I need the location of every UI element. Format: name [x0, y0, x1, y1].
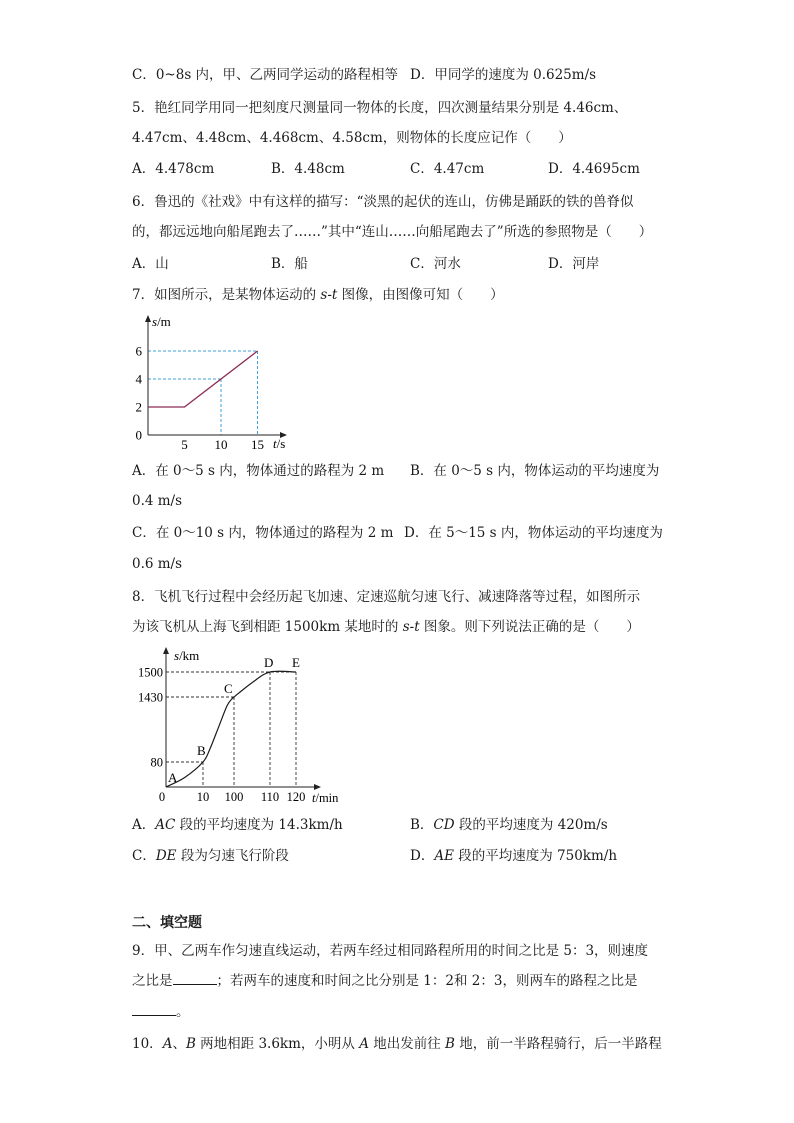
q6-stem-line1: 6．鲁迅的《社戏》中有这样的描写：“淡黑的起伏的连山，仿佛是踊跃的铁的兽脊似 — [132, 194, 634, 210]
q9-answer-blank-2[interactable] — [132, 1003, 176, 1016]
q6-option-c: C．河水 — [410, 256, 461, 272]
q8-x-tick-label: 0 — [158, 790, 166, 804]
q8-x-axis-label: t/min — [312, 791, 339, 805]
q7-st-chart — [128, 312, 308, 452]
q7-option-d-line1: D．在 5～15 s 内，物体运动的平均速度为 — [404, 525, 663, 541]
q7-y-tick-label: 6 — [135, 343, 142, 359]
q8-y-tick-label: 1500 — [138, 665, 163, 680]
q9-stem-line3: 。 — [132, 1003, 190, 1021]
q8-y-tick-label: 80 — [150, 755, 163, 770]
q8-point-label-B: B — [197, 743, 206, 758]
q5-option-d: D．4.4695cm — [548, 161, 640, 177]
q8-stem-line2: 为该飞机从上海飞到相距 1500km 某地时的 s-t 图象。则下列说法正确的是（ ） — [132, 619, 640, 635]
q7-x-axis-label: t/s — [273, 436, 286, 451]
q8-option-c: C．DE 段为匀速飞行阶段 — [132, 848, 289, 864]
q8-point-label-E: E — [292, 655, 300, 670]
q7-option-a: A．在 0～5 s 内，物体通过的路程为 2 m — [132, 463, 385, 479]
q7-x-tick-label: 5 — [181, 437, 188, 452]
q8-x-tick-label: 10 — [196, 790, 210, 804]
q8-point-label-C: C — [224, 681, 233, 696]
q7-stem: 7．如图所示，是某物体运动的 s-t 图像，由图像可知（ ） — [132, 287, 504, 303]
q5-option-b: B．4.48cm — [271, 161, 345, 177]
q7-option-b-line2: 0.4 m/s — [132, 493, 183, 509]
q9-stem-line2: 之比是 ；若两车的速度和时间之比分别是 1：2和 2：3，则两车的路程之比是 — [132, 973, 638, 989]
q8-x-tick-label: 120 — [286, 790, 306, 804]
q6-stem-line2: 的，都远远地向船尾跑去了……”其中“连山……向船尾跑去了”所选的参照物是（ ） — [132, 224, 653, 240]
q5-option-a: A．4.478cm — [132, 161, 215, 177]
q8-option-b: B．CD 段的平均速度为 420m/s — [410, 817, 608, 833]
q7-y-tick-label: 2 — [135, 399, 142, 415]
q8-y-axis-label: s/km — [174, 648, 200, 663]
q8-x-tick-label: 100 — [224, 790, 244, 804]
q8-point-label-D: D — [264, 655, 274, 670]
q5-stem-line2: 4.47cm、4.48cm、4.468cm、4.58cm，则物体的长度应记作（ ） — [132, 130, 572, 146]
q7-y-tick-label: 0 — [135, 427, 142, 443]
q7-option-b-line1: B．在 0～5 s 内，物体运动的平均速度为 — [410, 463, 660, 479]
q8-x-tick-label: 110 — [260, 790, 280, 804]
q8-option-a: A．AC 段的平均速度为 14.3km/h — [132, 817, 343, 833]
q9-answer-blank-1[interactable] — [173, 972, 217, 985]
q5-option-c: C．4.47cm — [410, 161, 485, 177]
q8-option-d: D．AE 段的平均速度为 750km/h — [410, 848, 618, 864]
q4-option-d: D．甲同学的速度为 0.625m/s — [410, 67, 597, 83]
q7-y-tick-label: 4 — [135, 371, 142, 387]
q7-x-tick-label: 10 — [214, 437, 228, 452]
q8-st-chart — [128, 644, 348, 808]
q7-option-d-line2: 0.6 m/s — [132, 556, 183, 572]
q6-option-b: B．船 — [271, 256, 308, 272]
q10-stem-line1: 10．A、B 两地相距 3.6km，小明从 A 地出发前往 B 地，前一半路程骑行，后一半路程 — [132, 1036, 662, 1052]
q6-option-d: D．河岸 — [548, 256, 600, 272]
q7-y-axis-label: s/m — [152, 314, 171, 329]
q4-option-c: C．0~8s 内，甲、乙两同学运动的路程相等 — [132, 67, 399, 83]
q5-stem-line1: 5．艳红同学用同一把刻度尺测量同一物体的长度，四次测量结果分别是 4.46cm、 — [132, 100, 628, 116]
q9-stem-line1: 9．甲、乙两车作匀速直线运动，若两车经过相同路程所用的时间之比是 5：3，则速度 — [132, 943, 649, 959]
q8-stem-line1: 8．飞机飞行过程中会经历起飞加速、定速巡航匀速飞行、减速降落等过程，如图所示 — [132, 589, 641, 605]
q7-x-tick-label: 15 — [251, 437, 264, 452]
q7-option-c: C．在 0～10 s 内，物体通过的路程为 2 m — [132, 525, 394, 541]
section-title-fill-in: 二、填空题 — [132, 915, 202, 931]
q8-point-label-A: A — [168, 770, 178, 785]
q6-option-a: A．山 — [132, 256, 169, 272]
q8-y-tick-label: 1430 — [138, 690, 163, 705]
